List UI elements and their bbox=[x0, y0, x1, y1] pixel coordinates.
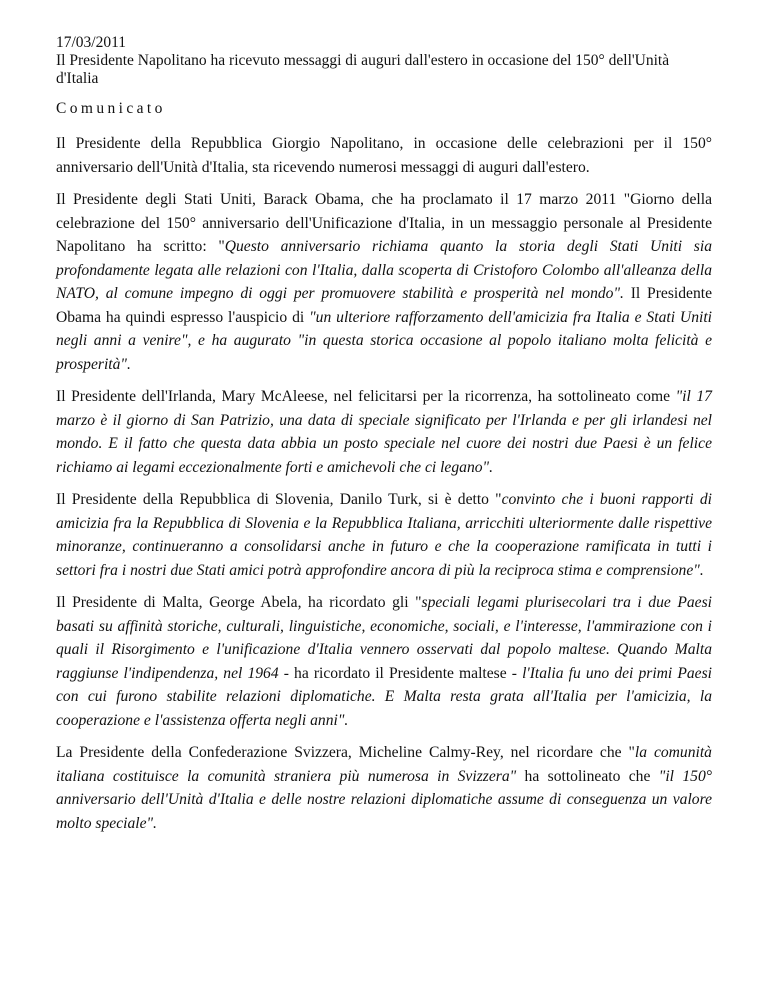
body-paragraph bbox=[56, 132, 712, 179]
paragraph-text: - ha ricordato il Presidente maltese - bbox=[278, 664, 523, 682]
document-title: Il Presidente Napolitano ha ricevuto messaggi di auguri dall'estero in occasione del 150° dell'Unità d'Italia bbox=[56, 52, 670, 87]
document-date: 17/03/2011 bbox=[56, 34, 127, 51]
paragraph-text: ha sottolineato che bbox=[516, 767, 659, 785]
body-paragraph bbox=[56, 385, 712, 479]
body-paragraph bbox=[56, 188, 712, 376]
paragraph-text: Il Presidente di Malta, George Abela, ha ricordato gli " bbox=[56, 594, 422, 611]
section-label: Comunicato bbox=[56, 100, 166, 117]
body-text bbox=[56, 132, 712, 835]
paragraph-text: Il Presidente Obama ha quindi espresso l'auspicio di bbox=[56, 285, 712, 326]
document-page bbox=[56, 34, 712, 844]
paragraph-text: Il Presidente degli Stati Uniti, Barack Obama, che ha proclamato il 17 marzo 2011 "Giorno della celebrazione del 150° anniversario dell'Unificazione d'Italia, in un messaggio personale al Presidente Napolitano ha scritto: " bbox=[56, 191, 712, 255]
quoted-text: speciali legami plurisecolari tra i due Paesi basati su affinità storiche, culturali, linguistiche, economiche, sociali, e l'interesse, l'ammirazione con i quali il Risorgimento e l'unificazione d'Italia vennero osservati dal popolo maltese. Quando Malta raggiunse l'indipendenza, nel 1964 bbox=[56, 594, 712, 682]
paragraph-text: Il Presidente della Repubblica di Slovenia, Danilo Turk, si è detto " bbox=[56, 491, 502, 508]
quoted-text: l'Italia fu uno dei primi Paesi con cui furono stabilite relazioni diplomatiche. E Malta resta grata all'Italia per l'amicizia, la cooperazione e l'assistenza offerta negli anni". bbox=[56, 664, 713, 729]
quoted-text: la comunità italiana costituisce la comunità straniera più numerosa in Svizzera" bbox=[56, 744, 712, 785]
paragraph-text: La Presidente della Confederazione Svizzera, Micheline Calmy-Rey, nel ricordare che " bbox=[56, 744, 635, 761]
quoted-text: "il 17 marzo è il giorno di San Patrizio, una data di speciale significato per l'Irlanda e per gli irlandesi nel mondo. E il fatto che questa data abbia un posto speciale nel cuore dei nostri due Paesi è un felice richiamo ai legami eccezionalmente forti e amichevoli che ci legano". bbox=[56, 388, 712, 476]
body-paragraph bbox=[56, 591, 712, 732]
paragraph-text: Il Presidente dell'Irlanda, Mary McAleese, nel felicitarsi per la ricorrenza, ha sottolineato come bbox=[56, 388, 676, 405]
body-paragraph bbox=[56, 741, 712, 835]
quoted-text: convinto che i buoni rapporti di amicizia fra la Repubblica di Slovenia e la Repubblica Italiana, arricchiti ulteriormente dalle rispettive minoranze, continueranno a consolidarsi anche in futuro e che la cooperazione ramificata in tutti i settori fra i nostri due Stati amici potrà approfondire ancora di più la reciproca stima e comprensione". bbox=[56, 491, 712, 579]
body-paragraph bbox=[56, 488, 712, 582]
quoted-text: Questo anniversario richiama quanto la storia degli Stati Uniti sia profondamente legata alle relazioni con l'Italia, dalla scoperta di Cristoforo Colombo all'alleanza della NATO, al comune impegno di oggi per promuovere stabilità e prosperità nel mondo". bbox=[56, 238, 712, 302]
paragraph-text: Il Presidente della Repubblica Giorgio Napolitano, in occasione delle celebrazioni per il 150° anniversario dell'Unità d'Italia, sta ricevendo numerosi messaggi di auguri dall'estero. bbox=[56, 135, 712, 176]
quoted-text: "il 150° anniversario dell'Unità d'Italia e delle nostre relazioni diplomatiche assume di conseguenza un valore molto speciale". bbox=[56, 767, 712, 832]
quoted-text: "un ulteriore rafforzamento dell'amicizia fra Italia e Stati Uniti negli anni a venire", e ha augurato "in questa storica occasione al popolo italiano molta felicità e prosperità". bbox=[56, 308, 712, 373]
